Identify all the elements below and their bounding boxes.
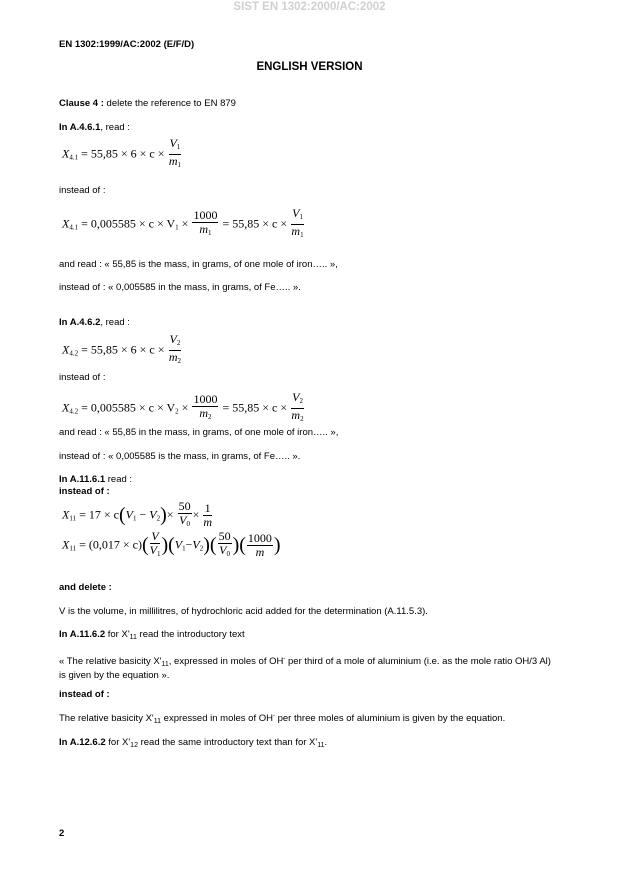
- eq-var-x: X: [62, 537, 70, 552]
- eq-term: ×: [178, 216, 189, 231]
- a1262-line: [59, 737, 327, 749]
- eq-sub: 2: [176, 339, 181, 347]
- a1162-text-post: read the introductory text: [136, 629, 245, 640]
- rel-sup: -: [272, 713, 275, 719]
- eq-fraction: [192, 393, 218, 424]
- eq-num: 1000: [193, 208, 218, 222]
- eq-fraction: [247, 532, 273, 559]
- a462-line: [59, 317, 130, 328]
- eq-term: = 55,85 × 6 × c ×: [81, 342, 165, 357]
- eq-num: V: [292, 390, 300, 404]
- eq-sub: 0: [226, 550, 231, 558]
- eq-den: m: [291, 224, 301, 238]
- eq-den: m: [199, 222, 209, 236]
- a461-label: In A.4.6.1: [59, 122, 101, 133]
- a461-text: , read :: [100, 122, 130, 133]
- watermark: SIST EN 1302:2000/AC:2002: [233, 1, 386, 13]
- eq-var-x: X: [62, 400, 70, 415]
- instead-of-1: instead of :: [59, 185, 106, 196]
- relative-basicity-text: [59, 713, 505, 725]
- eq-num: 1: [204, 501, 211, 515]
- a1262-text-post: .: [324, 737, 328, 748]
- eq-num: V: [169, 332, 177, 346]
- eq-num: V: [292, 206, 300, 220]
- rel-sub: 11: [153, 718, 162, 726]
- eq-sub: 1: [132, 514, 137, 523]
- and-delete: and delete :: [59, 582, 112, 593]
- clause-4-line: [59, 98, 236, 109]
- eq-sub: 0: [186, 520, 190, 528]
- a1162-label: In A.11.6.2: [59, 629, 106, 640]
- relative-basicity-quote: [59, 654, 559, 681]
- eq-sub: 4.2: [69, 407, 79, 416]
- eq-var-x: X: [62, 216, 70, 231]
- eq-sub: 11: [69, 544, 77, 553]
- eq-var-x: X: [62, 342, 70, 357]
- eq-sub: 2: [300, 415, 304, 423]
- a462-text: , read :: [100, 317, 130, 328]
- eq-fraction: [203, 502, 212, 529]
- eq-var-x: X: [62, 507, 70, 522]
- eq-fraction: [169, 333, 182, 368]
- equation-a462-instead: [62, 391, 305, 426]
- eq-sub: 1: [177, 161, 181, 169]
- eq-sub: 2: [156, 514, 161, 523]
- a1161-line: [59, 474, 132, 485]
- rel-post: per three moles of aluminium is given by the equation.: [274, 713, 506, 725]
- equation-a1161-second: $X_{11} = (0,017 \times c)$( $\frac{V}{V_1}$ )$(V_1-V_2)$( $\frac{50}{V_0}$ )( $\frac{1000}{m}$ ): [62, 529, 281, 559]
- eq-sub: 1: [175, 223, 179, 232]
- eq-sub: 2: [199, 544, 204, 553]
- clause-4-text: delete the reference to EN 879: [103, 98, 236, 109]
- eq-sub: 2: [299, 397, 303, 405]
- eq-var-v: V: [149, 507, 157, 522]
- eq-term: = (0,017 × c): [79, 537, 142, 552]
- eq-den: m: [199, 406, 209, 420]
- a1262-sub2: 11: [317, 742, 325, 749]
- eq-den: m: [168, 350, 178, 364]
- section-heading: ENGLISH VERSION: [256, 61, 363, 73]
- eq-sub: 1: [176, 143, 181, 151]
- a1162-text: for X': [105, 629, 130, 640]
- eq-sub: 4.1: [69, 223, 79, 232]
- eq-sub: 4.2: [69, 349, 79, 358]
- eq-fraction: [218, 530, 232, 561]
- eq-sub: 1: [156, 550, 161, 558]
- rel-mid: expressed in moles of OH: [161, 713, 273, 725]
- eq-sub: 4.1: [69, 153, 79, 162]
- eq-num: V: [169, 136, 177, 150]
- eq-fraction: [291, 207, 304, 242]
- eq-sub: 2: [175, 407, 179, 416]
- eq-fraction: [291, 391, 304, 426]
- rel-pre: The relative basicity X': [59, 713, 154, 725]
- document-reference: EN 1302:1999/AC:2002 (E/F/D): [59, 39, 195, 50]
- eq-term: = 55,85 × 6 × c ×: [81, 146, 165, 161]
- eq-sub: 1: [208, 229, 212, 237]
- v-volume-text: V is the volume, in millilitres, of hydrochloric acid added for the determination (A.11.5.3).: [59, 606, 428, 617]
- eq-fraction: [169, 137, 182, 172]
- instead-of-2: instead of :: [59, 372, 106, 383]
- eq-den: V: [149, 543, 157, 557]
- eq-term: = 0,005585 × c × V: [81, 400, 176, 415]
- eq-den: V: [219, 543, 227, 557]
- eq-var-v: V: [125, 507, 133, 522]
- eq-minus: −: [185, 537, 193, 552]
- eq-var-x: X: [62, 146, 70, 161]
- eq-term: = 55,85 × c ×: [222, 216, 288, 231]
- eq-den: m: [168, 154, 178, 168]
- a462-label: In A.4.6.2: [59, 317, 101, 328]
- eq-sub: 2: [208, 413, 212, 421]
- quote-post: per third of a mole of aluminium (i.e. as the mole ratio OH/3 Al) is given by the equation ».: [59, 656, 551, 682]
- eq-term: = 17 × c: [79, 507, 119, 522]
- eq-var-v: V: [174, 537, 183, 552]
- quote-sup: -: [283, 656, 286, 662]
- a1161-label: In A.11.6.1: [59, 474, 106, 485]
- a462-and-read: and read : « 55,85 in the mass, in grams, of one mole of iron….. »,: [59, 427, 339, 438]
- eq-num: 50: [218, 529, 231, 543]
- a462-instead-of: instead of : « 0,005585 is the mass, in grams, of Fe….. ».: [59, 451, 301, 462]
- eq-term: = 0,005585 × c × V: [81, 216, 176, 231]
- a1262-text-mid: read the same introductory text than for X': [137, 737, 318, 748]
- a1161-instead-of: instead of :: [59, 486, 110, 497]
- equation-a1161-first: $X_{11} = 17 \times c(V_1 - V_2)\times$ $\frac{50}{V_0}$ × $\frac{1}{m}$: [62, 499, 213, 529]
- eq-term: = 55,85 × c ×: [222, 400, 288, 415]
- eq-num: 1000: [193, 392, 218, 406]
- a1162-line: [59, 629, 245, 641]
- eq-num: V: [151, 529, 159, 543]
- eq-den: V: [179, 513, 187, 527]
- quote-sub: 11: [161, 661, 169, 669]
- page-number: 2: [59, 828, 65, 839]
- eq-var-v: V: [192, 537, 200, 552]
- a1262-sub1: 12: [130, 742, 138, 749]
- equation-a461-instead: [62, 207, 305, 242]
- eq-sub: 1: [300, 231, 304, 239]
- eq-fraction: [192, 209, 218, 240]
- a1262-text: for X': [105, 737, 131, 748]
- a1161-text: read :: [105, 474, 133, 485]
- eq-minus: −: [139, 507, 147, 522]
- eq-den: m: [255, 545, 265, 559]
- equation-a462-read: [62, 333, 182, 368]
- eq-den: m: [203, 515, 213, 529]
- clause-4-label: Clause 4 :: [59, 98, 104, 109]
- instead-of-3: instead of :: [59, 689, 110, 700]
- eq-sub: 1: [182, 544, 186, 553]
- eq-term: ×: [178, 400, 189, 415]
- a461-instead-of: instead of : « 0,005585 in the mass, in grams, of Fe….. ».: [59, 282, 301, 293]
- quote-mid: , expressed in moles of OH: [168, 656, 284, 668]
- quote-pre: « The relative basicity X': [59, 656, 162, 668]
- eq-sub: 1: [299, 213, 303, 221]
- eq-fraction: [178, 500, 192, 531]
- equation-a461-read: [62, 137, 182, 172]
- eq-den: m: [291, 408, 301, 422]
- eq-sub: 11: [69, 514, 77, 523]
- a1262-label: In A.12.6.2: [59, 737, 106, 748]
- eq-num: 1000: [247, 531, 272, 545]
- a461-line: [59, 122, 130, 133]
- eq-fraction: [150, 530, 161, 561]
- eq-sub: 2: [177, 357, 181, 365]
- a1162-sub: 11: [129, 634, 137, 641]
- a461-and-read: and read : « 55,85 is the mass, in grams, of one mole of iron….. »,: [59, 259, 338, 270]
- eq-num: 50: [178, 499, 191, 513]
